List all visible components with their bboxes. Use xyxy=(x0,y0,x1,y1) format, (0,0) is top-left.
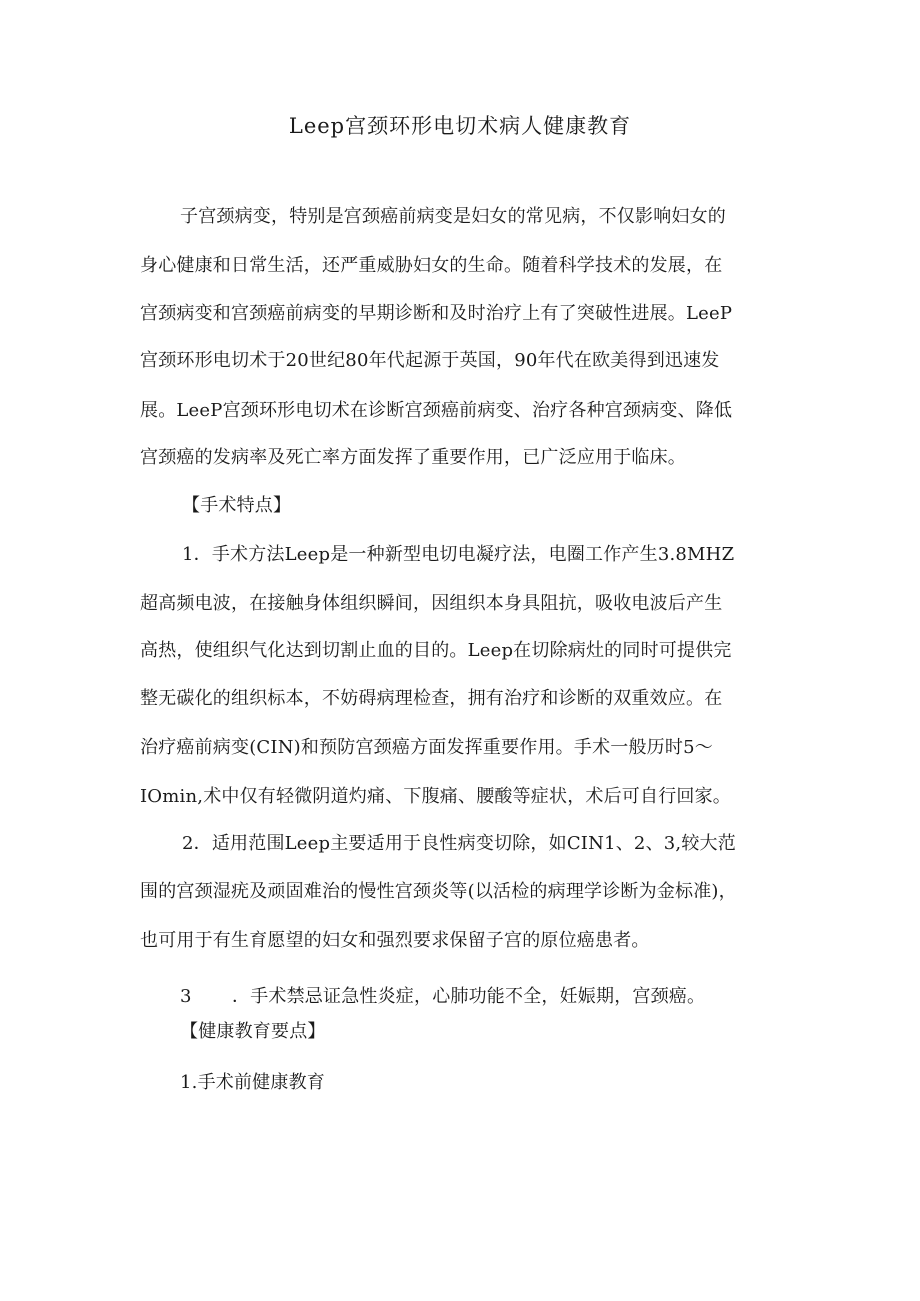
education-item1: 1.手术前健康教育 xyxy=(180,1072,325,1093)
intro-line-3: 宫颈病变和宫颈癌前病变的早期诊断和及时治疗上有了突破性进展。LeeP xyxy=(140,303,733,324)
surgery-item1-line-1: 1．手术方法Leep是一种新型电切电凝疗法，电圈工作产生3.8MHZ xyxy=(182,544,735,565)
document-title: Leep宫颈环形电切术病人健康教育 xyxy=(288,114,632,138)
surgery-item1-line-6: IOmin,术中仅有轻微阴道灼痛、下腹痛、腰酸等症状，术后可自行回家。 xyxy=(140,786,732,807)
surgery-item1-line-5: 治疗癌前病变(CIN)和预防宫颈癌方面发挥重要作用。手术一般历时5～ xyxy=(140,737,713,758)
intro-line-1: 子宫颈病变，特别是宫颈癌前病变是妇女的常见病，不仅影响妇女的 xyxy=(180,206,726,227)
intro-line-4: 宫颈环形电切术于20世纪80年代起源于英国，90年代在欧美得到迅速发 xyxy=(140,350,720,371)
surgery-item2-line-3: 也可用于有生育愿望的妇女和强烈要求保留子宫的原位癌患者。 xyxy=(140,930,650,951)
intro-line-2: 身心健康和日常生活，还严重威胁妇女的生命。随着科学技术的发展，在 xyxy=(140,255,723,276)
surgery-item2-line-2: 围的宫颈湿疣及顽固难治的慢性宫颈炎等(以活检的病理学诊断为金标准)， xyxy=(140,881,737,902)
intro-line-6: 宫颈癌的发病率及死亡率方面发挥了重要作用，已广泛应用于临床。 xyxy=(140,447,686,468)
surgery-item3-number: 3 xyxy=(180,986,192,1007)
surgery-item1-line-3: 高热，使组织气化达到切割止血的目的。Leep在切除病灶的同时可提供完 xyxy=(140,640,732,661)
surgery-item1-line-4: 整无碳化的组织标本，不妨碍病理检查，拥有治疗和诊断的双重效应。在 xyxy=(140,688,723,709)
section-heading-surgery-features: 【手术特点】 xyxy=(182,495,292,516)
section-heading-health-education: 【健康教育要点】 xyxy=(180,1021,326,1042)
surgery-item2-line-1: 2．适用范围Leep主要适用于良性病变切除，如CIN1、2、3,较大范 xyxy=(182,833,736,854)
intro-line-5: 展。LeeP宫颈环形电切术在诊断宫颈癌前病变、治疗各种宫颈病变、降低 xyxy=(140,400,733,421)
surgery-item3-text: ．手术禁忌证急性炎症，心肺功能不全，妊娠期，宫颈癌。 xyxy=(232,986,706,1007)
surgery-item1-line-2: 超高频电波，在接触身体组织瞬间，因组织本身具阻抗，吸收电波后产生 xyxy=(140,593,723,614)
